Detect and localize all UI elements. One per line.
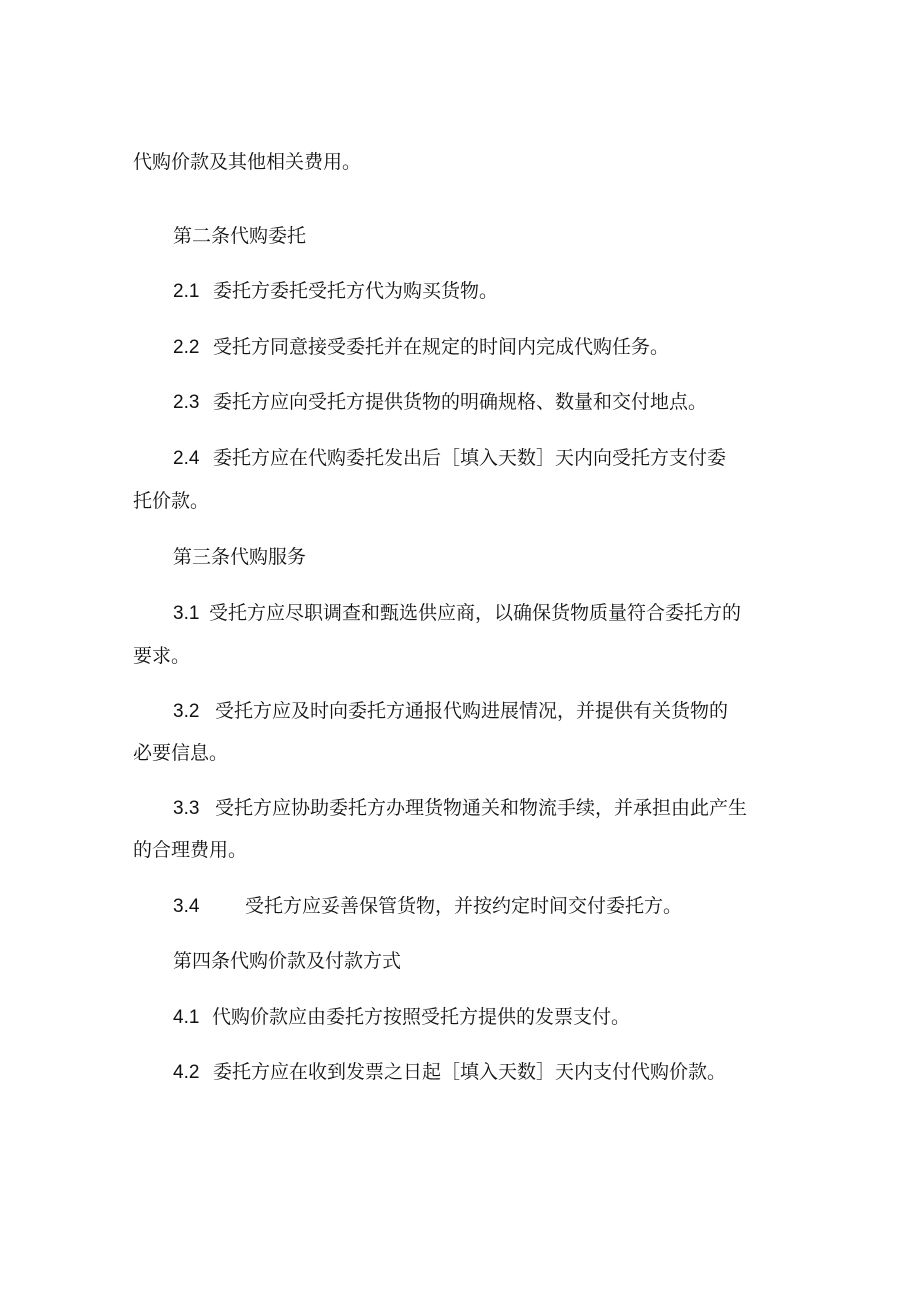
clause-3-1-continuation: 要求。 <box>133 645 191 667</box>
clause-number: 3.4 <box>173 896 200 917</box>
clause-text: 委托方委托受托方代为购买货物。 <box>213 280 499 302</box>
clause-text: 受托方应尽职调查和甄选供应商，以确保货物质量符合委托方的 <box>209 602 742 624</box>
clause-text: 委托方应向受托方提供货物的明确规格、数量和交付地点。 <box>213 391 708 413</box>
clause-text: 受托方应协助委托方办理货物通关和物流手续，并承担由此产生 <box>215 797 748 819</box>
clause-3-3-continuation: 的合理费用。 <box>133 839 248 861</box>
clause-2-4-continuation: 托价款。 <box>133 490 210 512</box>
clause-3-2 <box>173 702 728 721</box>
clause-4-1 <box>173 1008 630 1027</box>
clause-number: 2.2 <box>173 337 200 358</box>
clause-4-2 <box>173 1063 726 1082</box>
opening-line: 代购价款及其他相关费用。 <box>133 151 362 173</box>
section-heading-2: 第二条代购委托 <box>173 225 307 247</box>
clause-number: 4.2 <box>173 1062 200 1083</box>
section-heading-4: 第四条代购价款及付款方式 <box>173 950 402 972</box>
clause-number: 2.3 <box>173 392 200 413</box>
clause-number: 3.3 <box>173 798 200 819</box>
clause-number: 3.2 <box>173 701 200 722</box>
clause-3-3 <box>173 799 747 818</box>
clause-number: 2.1 <box>173 281 200 302</box>
clause-text: 委托方应在代购委托发出后［填入天数］天内向受托方支付委 <box>213 447 727 469</box>
clause-number: 3.1 <box>173 603 200 624</box>
clause-text: 委托方应在收到发票之日起［填入天数］天内支付代购价款。 <box>213 1061 727 1083</box>
clause-3-4 <box>173 897 682 916</box>
clause-2-2 <box>173 338 669 357</box>
clause-text: 代购价款应由委托方按照受托方提供的发票支付。 <box>212 1006 631 1028</box>
clause-number: 4.1 <box>173 1007 200 1028</box>
clause-text: 受托方应及时向委托方通报代购进展情况，并提供有关货物的 <box>215 700 729 722</box>
clause-2-1 <box>173 282 498 301</box>
clause-3-2-continuation: 必要信息。 <box>133 742 229 764</box>
clause-3-1 <box>173 604 741 623</box>
clause-number: 2.4 <box>173 448 200 469</box>
clause-2-3 <box>173 393 707 412</box>
clause-2-4 <box>173 449 726 468</box>
clause-text: 受托方应妥善保管货物，并按约定时间交付委托方。 <box>245 895 683 917</box>
section-heading-3: 第三条代购服务 <box>173 546 307 568</box>
clause-text: 受托方同意接受委托并在规定的时间内完成代购任务。 <box>213 336 670 358</box>
